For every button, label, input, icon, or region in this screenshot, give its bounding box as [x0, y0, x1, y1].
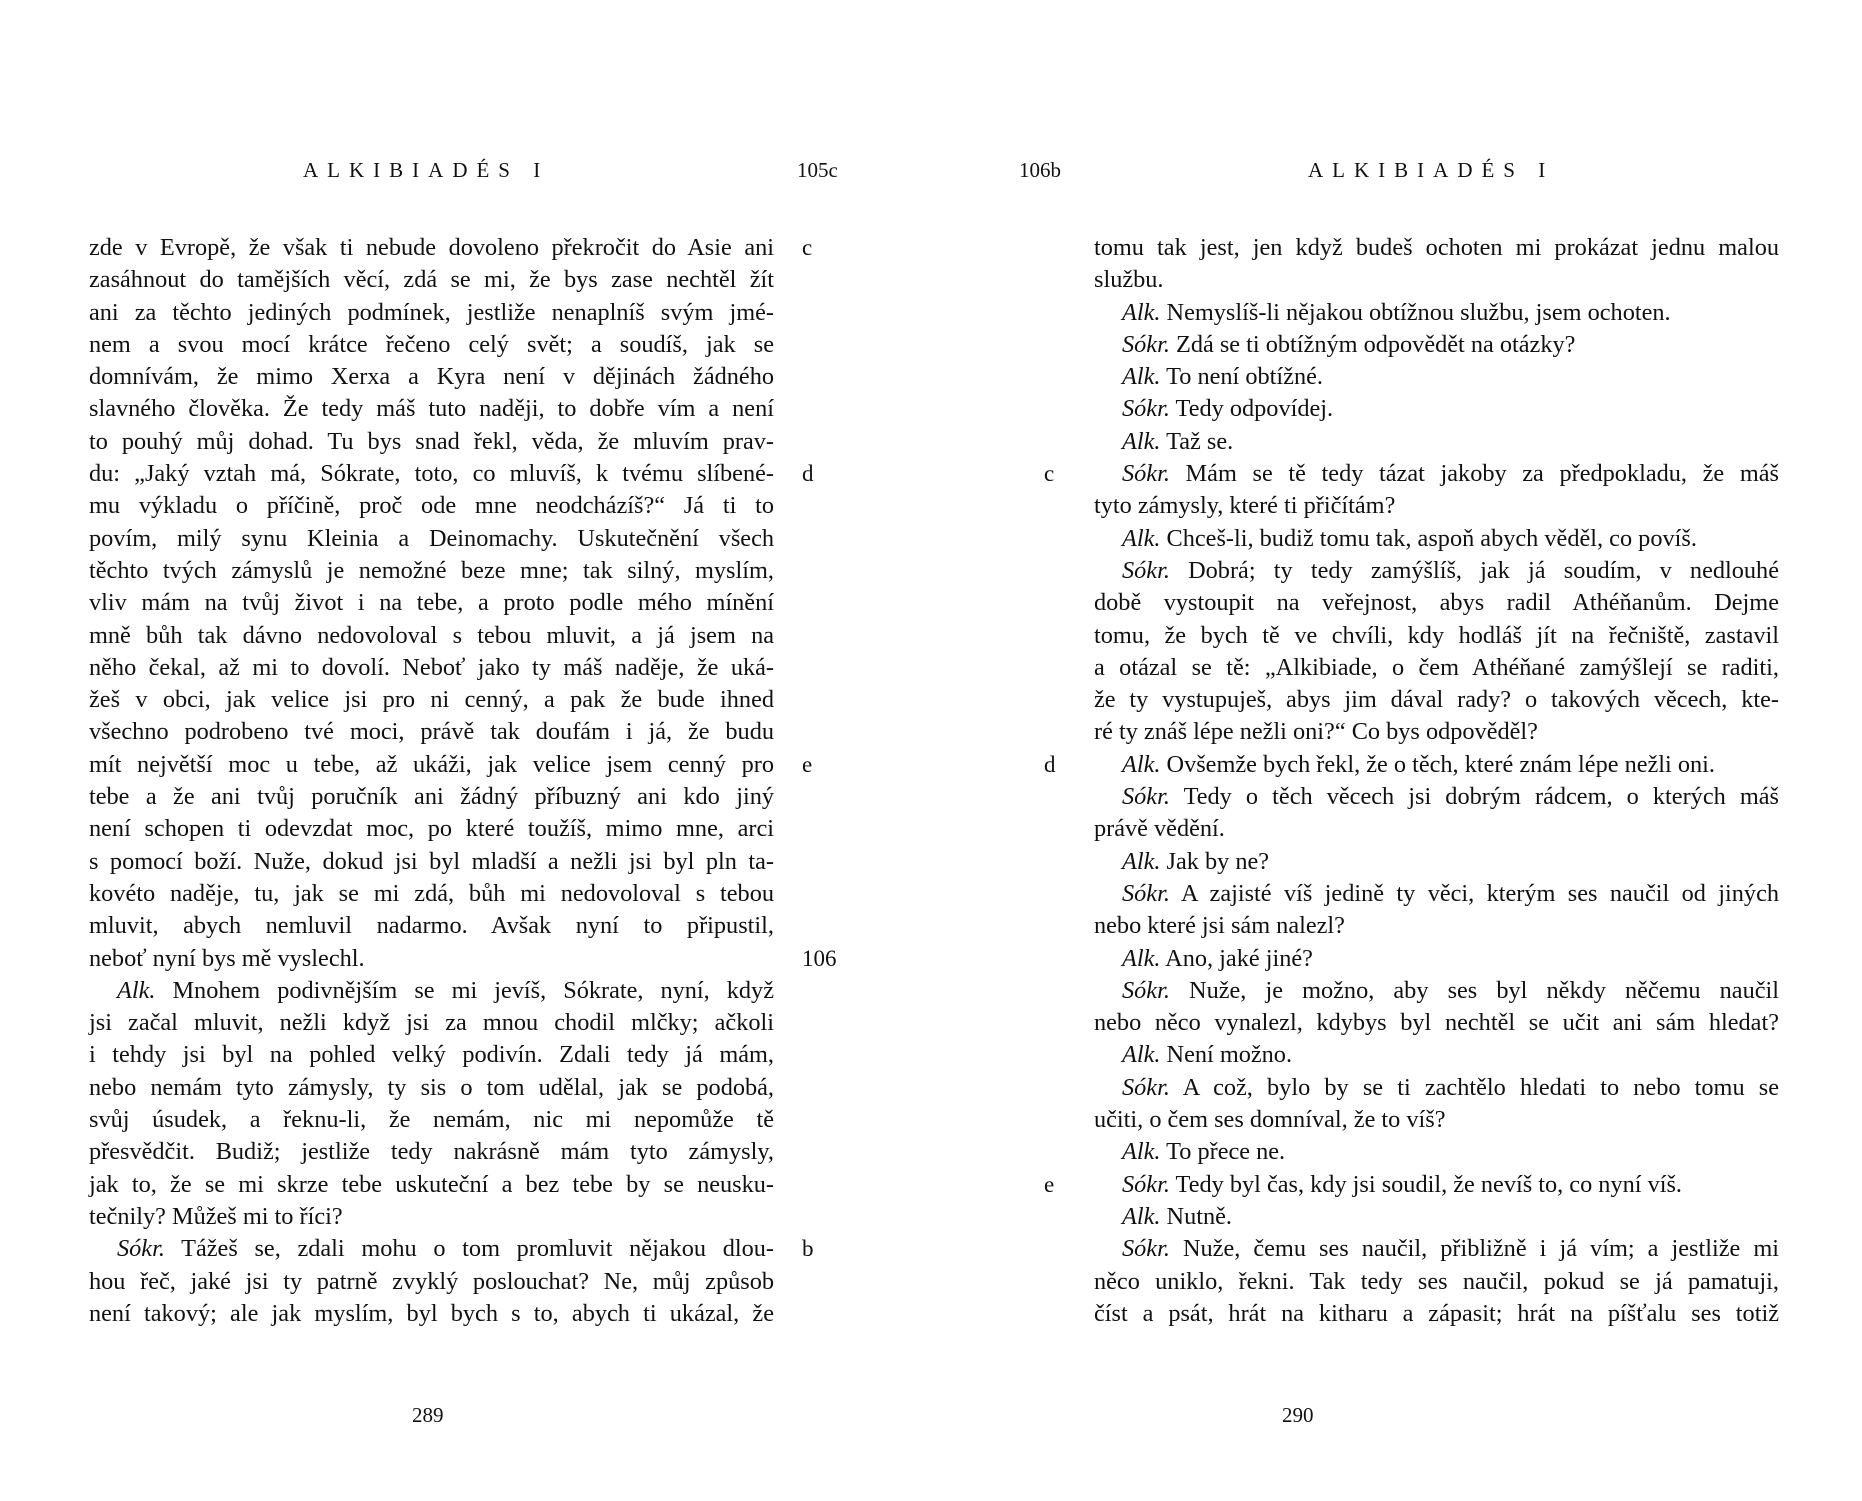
text-line	[1094, 1039, 1779, 1071]
text-line	[1094, 1072, 1779, 1104]
line-text: Nuže, čemu ses naučil, přibližně i já vím; a jestliže mi	[1169, 1235, 1779, 1263]
line-text: Nutně.	[1160, 1202, 1232, 1230]
text-line	[1094, 232, 1779, 264]
line-text: nebo něco vynalezl, kdybys byl nechtěl se učit ani sám hledat?	[1094, 1009, 1779, 1037]
text-line	[1094, 943, 1779, 975]
text-line	[89, 1266, 774, 1298]
text-line	[89, 297, 774, 329]
body-text	[89, 232, 774, 1330]
text-line	[89, 458, 774, 490]
text-line	[1094, 555, 1779, 587]
line-text: době vystoupit na veřejnost, abys radil Athéňanům. Dejme	[1094, 589, 1779, 617]
text-line	[1094, 458, 1779, 490]
speaker-label: Alk.	[1122, 298, 1161, 326]
speaker-label: Sókr.	[1122, 460, 1170, 488]
running-title: ALKIBIADÉS I	[1308, 158, 1555, 182]
speaker-label: Sókr.	[1122, 556, 1170, 584]
line-text: právě vědění.	[1094, 815, 1225, 843]
body-text	[1094, 232, 1779, 1330]
stephanus-margin-note: c	[1044, 461, 1055, 487]
text-line	[1094, 781, 1779, 813]
text-line	[1094, 587, 1779, 619]
text-line	[89, 1072, 774, 1104]
speaker-label: Alk.	[1122, 524, 1161, 552]
speaker-label: Alk.	[1122, 750, 1161, 778]
text-line	[89, 329, 774, 361]
stephanus-margin-note: d	[1044, 751, 1056, 777]
text-line	[1094, 1233, 1779, 1265]
text-line	[1094, 264, 1779, 296]
page-number: 289	[412, 1403, 444, 1427]
text-line	[89, 749, 774, 781]
line-text: Ovšemže bych řekl, že o těch, které znám lépe nežli oni.	[1160, 750, 1715, 778]
line-text: To není obtížné.	[1160, 363, 1323, 391]
line-text: Dobrá; ty tedy zamýšlíš, jak já soudím, v nedlouhé	[1169, 556, 1779, 584]
text-line	[89, 846, 774, 878]
text-line	[89, 426, 774, 458]
text-line	[89, 264, 774, 296]
line-text: jsi začal mluvit, nežli když jsi za mnou chodil mlčky; ačkoli	[89, 1009, 774, 1037]
line-text: Tážeš se, zdali mohu o tom promluvit nějakou dlou-	[164, 1235, 774, 1263]
line-text: A zajisté víš jedině ty věci, kterým ses naučil od jiných	[1169, 879, 1779, 907]
text-line	[1094, 749, 1779, 781]
line-text: Chceš-li, budiž tomu tak, aspoň abych věděl, co povíš.	[1160, 524, 1697, 552]
line-text: s pomocí boží. Nuže, dokud jsi byl mladší a nežli jsi byl pln ta-	[89, 847, 774, 875]
line-text: a otázal se tě: „Alkibiade, o čem Athéňané zamýšlejí se raditi,	[1094, 653, 1779, 681]
text-line	[89, 1039, 774, 1071]
line-text: Tedy odpovídej.	[1169, 395, 1334, 423]
text-line	[1094, 1201, 1779, 1233]
line-text: žeš v obci, jak velice jsi pro ni cenný, a pak že bude ihned	[89, 686, 774, 714]
speaker-label: Sókr.	[1122, 879, 1170, 907]
line-text: učiti, o čem ses domníval, že to víš?	[1094, 1106, 1446, 1134]
running-title: ALKIBIADÉS I	[303, 158, 550, 182]
stephanus-margin-note: e	[1044, 1171, 1055, 1197]
text-line	[1094, 910, 1779, 942]
line-text: kovéto naděje, tu, jak se mi zdá, bůh mi nedovoloval s tebou	[89, 879, 774, 907]
line-text: To přece ne.	[1160, 1138, 1286, 1166]
line-text: přesvědčit. Budiž; jestliže tedy nakrásně mám tyto zámysly,	[89, 1138, 774, 1166]
text-line	[1094, 490, 1779, 522]
line-text: Tedy o těch věcech jsi dobrým rádcem, o kterých máš	[1169, 783, 1779, 811]
speaker-label: Alk.	[1122, 427, 1161, 455]
speaker-label: Alk.	[117, 976, 156, 1004]
text-line	[1094, 329, 1779, 361]
text-line	[89, 361, 774, 393]
speaker-label: Sókr.	[1122, 395, 1170, 423]
line-text: du: „Jaký vztah má, Sókrate, toto, co mluvíš, k tvému slíbené-	[89, 460, 774, 488]
text-line	[89, 1007, 774, 1039]
line-text: tečnily? Můžeš mi to říci?	[89, 1202, 343, 1230]
stephanus-reference: 106b	[1019, 158, 1061, 182]
line-text: nebo nemám tyto zámysly, ty sis o tom udělal, jak se podobá,	[89, 1073, 774, 1101]
line-text: Není možno.	[1160, 1041, 1293, 1069]
speaker-label: Alk.	[1122, 1041, 1161, 1069]
speaker-label: Alk.	[1122, 1202, 1161, 1230]
line-text: službu.	[1094, 266, 1164, 294]
stephanus-margin-note: e	[802, 751, 813, 777]
text-line	[1094, 523, 1779, 555]
speaker-label: Sókr.	[1122, 976, 1170, 1004]
page-number: 290	[1282, 1403, 1314, 1427]
line-text: Mám se tě tedy tázat jakoby za předpokladu, že máš	[1169, 460, 1779, 488]
text-line	[89, 1136, 774, 1168]
stephanus-margin-note: b	[802, 1236, 814, 1262]
text-line	[1094, 975, 1779, 1007]
line-text: vliv mám na tvůj život i na tebe, a proto podle mého mínění	[89, 589, 774, 617]
text-line	[89, 620, 774, 652]
text-line	[89, 490, 774, 522]
text-line	[1094, 1266, 1779, 1298]
line-text: domnívám, že mimo Xerxa a Kyra není v dějinách žádného	[89, 363, 774, 391]
speaker-label: Alk.	[1122, 847, 1161, 875]
text-line	[1094, 1136, 1779, 1168]
text-line	[1094, 716, 1779, 748]
line-text: i tehdy jsi byl na pohled velký podivín. Zdali tedy já mám,	[89, 1041, 774, 1069]
text-line	[1094, 652, 1779, 684]
text-line	[1094, 684, 1779, 716]
line-text: Taž se.	[1160, 427, 1234, 455]
speaker-label: Sókr.	[1122, 330, 1170, 358]
line-text: to pouhý můj dohad. Tu bys snad řekl, věda, že mluvím prav-	[89, 427, 774, 455]
text-line	[1094, 297, 1779, 329]
text-line	[89, 1233, 774, 1265]
line-text: svůj úsudek, a řeknu-li, že nemám, nic mi nepomůže tě	[89, 1106, 774, 1134]
line-text: Jak by ne?	[1160, 847, 1270, 875]
line-text: povím, milý synu Kleinia a Deinomachy. Uskutečnění všech	[89, 524, 774, 552]
line-text: zasáhnout do tamějších věcí, zdá se mi, že bys zase nechtěl žít	[89, 266, 774, 294]
text-line	[89, 555, 774, 587]
text-line	[1094, 1298, 1779, 1330]
line-text: Zdá se ti obtížným odpovědět na otázky?	[1169, 330, 1576, 358]
line-text: A což, bylo by se ti zachtělo hledati to nebo tomu se	[1169, 1073, 1779, 1101]
line-text: Nemyslíš-li nějakou obtížnou službu, jsem ochoten.	[1160, 298, 1671, 326]
text-line	[89, 975, 774, 1007]
line-text: neboť nyní bys mě vyslechl.	[89, 944, 365, 972]
line-text: tyto zámysly, které ti přičítám?	[1094, 492, 1396, 520]
line-text: zde v Evropě, že však ti nebude dovoleno překročit do Asie ani	[89, 234, 774, 261]
speaker-label: Sókr.	[1122, 1235, 1170, 1263]
line-text: slavného člověka. Že tedy máš tuto naději, to dobře vím a není	[89, 395, 774, 423]
text-line	[89, 1298, 774, 1330]
line-text: tomu tak jest, jen když budeš ochoten mi prokázat jednu malou	[1094, 234, 1779, 261]
text-line	[89, 943, 774, 975]
speaker-label: Alk.	[1122, 363, 1161, 391]
text-line	[89, 1201, 774, 1233]
line-text: nebo které jsi sám nalezl?	[1094, 912, 1345, 940]
right-page	[931, 0, 1862, 1501]
text-line	[89, 684, 774, 716]
line-text: něho čekal, až mi to dovolí. Neboť jako ty máš naděje, že uká-	[89, 653, 774, 681]
line-text: není takový; ale jak myslím, byl bych s to, abych ti ukázal, že	[89, 1299, 774, 1327]
line-text: mluvit, abych nemluvil nadarmo. Avšak nyní to připustil,	[89, 912, 774, 940]
speaker-label: Alk.	[1122, 944, 1161, 972]
text-line	[1094, 620, 1779, 652]
stephanus-margin-note: c	[802, 235, 813, 260]
text-line	[1094, 1007, 1779, 1039]
line-text: všechno podrobeno tvé moci, právě tak doufám i já, že budu	[89, 718, 774, 746]
line-text: těchto tvých zámyslů je nemožné beze mne; tak silný, myslím,	[89, 556, 774, 584]
text-line	[1094, 878, 1779, 910]
text-line	[1094, 1169, 1779, 1201]
line-text: že ty vystupuješ, abys jim dával rady? o takových věcech, kte-	[1094, 686, 1779, 714]
line-text: mně bůh tak dávno nedovoloval s tebou mluvit, a já jsem na	[89, 621, 774, 649]
line-text: hou řeč, jaké jsi ty patrně zvyklý poslouchat? Ne, můj způsob	[89, 1267, 774, 1295]
text-line	[89, 910, 774, 942]
line-text: ré ty znáš lépe nežli oni?“ Co bys odpověděl?	[1094, 718, 1538, 746]
line-text: není schopen ti odevzdat moc, po které toužíš, mimo mne, arci	[89, 815, 774, 843]
text-line	[89, 813, 774, 845]
line-text: tomu, že bych tě ve chvíli, kdy hodláš jít na řečniště, zastavil	[1094, 621, 1779, 649]
line-text: číst a psát, hrát na kitharu a zápasit; hrát na píšťalu ses totiž	[1094, 1299, 1779, 1327]
text-line	[89, 1104, 774, 1136]
text-line	[89, 1169, 774, 1201]
text-line	[89, 652, 774, 684]
text-line	[89, 523, 774, 555]
speaker-label: Sókr.	[1122, 1170, 1170, 1198]
text-line	[1094, 1104, 1779, 1136]
speaker-label: Alk.	[1122, 1138, 1161, 1166]
line-text: mu výkladu o příčině, proč ode mne neodcházíš?“ Já ti to	[89, 492, 774, 520]
text-line	[1094, 393, 1779, 425]
line-text: Mnohem podivnějším se mi jevíš, Sókrate, nyní, když	[155, 976, 774, 1004]
text-line	[89, 781, 774, 813]
stephanus-margin-note: 106	[802, 945, 837, 971]
line-text: Nuže, je možno, aby ses byl někdy něčemu naučil	[1169, 976, 1779, 1004]
line-text: něco uniklo, řekni. Tak tedy ses naučil, pokud se já pamatuji,	[1094, 1267, 1779, 1295]
line-text: nem a svou mocí krátce řečeno celý svět; a soudíš, jak se	[89, 330, 774, 358]
text-line	[89, 232, 774, 264]
text-line	[89, 393, 774, 425]
text-line	[89, 878, 774, 910]
text-line	[1094, 846, 1779, 878]
speaker-label: Sókr.	[1122, 783, 1170, 811]
stephanus-margin-note: d	[802, 461, 814, 487]
line-text: jak to, že se mi skrze tebe uskuteční a bez tebe by se neusku-	[89, 1170, 774, 1198]
text-line	[1094, 361, 1779, 393]
speaker-label: Sókr.	[1122, 1073, 1170, 1101]
line-text: ani za těchto jediných podmínek, jestliže nenaplníš svým jmé-	[89, 298, 774, 326]
stephanus-reference: 105c	[797, 158, 838, 182]
line-text: tebe a že ani tvůj poručník ani žádný příbuzný ani kdo jiný	[89, 783, 774, 811]
text-line	[1094, 813, 1779, 845]
speaker-label: Sókr.	[117, 1235, 165, 1263]
line-text: Tedy byl čas, kdy jsi soudil, že nevíš to, co nyní víš.	[1169, 1170, 1683, 1198]
text-line	[89, 587, 774, 619]
text-line	[89, 716, 774, 748]
line-text: Ano, jaké jiné?	[1160, 944, 1313, 972]
line-text: mít největší moc u tebe, až ukáži, jak velice jsem cenný pro	[89, 750, 774, 778]
text-line	[1094, 426, 1779, 458]
